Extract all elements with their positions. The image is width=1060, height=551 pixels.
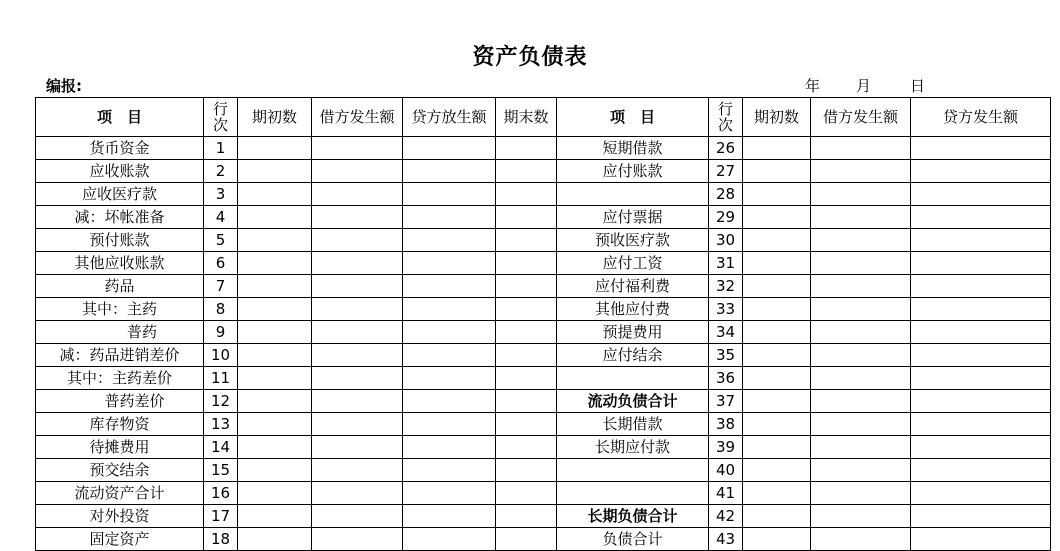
left-closing-cell[interactable] [496, 459, 557, 482]
right-line-no-cell: 32 [709, 275, 743, 298]
date-year-label: 年 [805, 77, 821, 95]
right-opening-cell[interactable] [743, 390, 811, 413]
right-debit-cell[interactable] [811, 505, 911, 528]
table-row [36, 321, 1051, 344]
right-credit-cell[interactable] [911, 390, 1051, 413]
left-closing-cell[interactable] [496, 436, 557, 459]
left-item-cell: 固定资产 [36, 528, 204, 551]
left-opening-cell[interactable] [238, 367, 312, 390]
table-row [36, 229, 1051, 252]
left-opening-cell[interactable] [238, 459, 312, 482]
right-line-no-cell: 41 [709, 482, 743, 505]
right-item-cell: 应付账款 [557, 160, 709, 183]
left-debit-cell[interactable] [312, 344, 403, 367]
right-opening-cell[interactable] [743, 413, 811, 436]
left-debit-cell[interactable] [312, 413, 403, 436]
left-line-no-cell: 6 [204, 252, 238, 275]
left-item-cell: 应收账款 [36, 160, 204, 183]
left-opening-cell[interactable] [238, 229, 312, 252]
right-debit-cell[interactable] [811, 344, 911, 367]
right-debit-cell[interactable] [811, 183, 911, 206]
header-opening-right: 期初数 [743, 98, 811, 137]
left-debit-cell[interactable] [312, 367, 403, 390]
left-line-no-cell: 7 [204, 275, 238, 298]
table-row [36, 390, 1051, 413]
right-debit-cell[interactable] [811, 252, 911, 275]
right-credit-cell[interactable] [911, 528, 1051, 551]
left-closing-cell[interactable] [496, 344, 557, 367]
left-line-no-cell: 15 [204, 459, 238, 482]
right-item-cell: 负债合计 [557, 528, 709, 551]
left-debit-cell[interactable] [312, 390, 403, 413]
left-credit-cell[interactable] [403, 298, 496, 321]
right-debit-cell[interactable] [811, 206, 911, 229]
left-line-no-cell: 14 [204, 436, 238, 459]
right-item-cell: 流动负债合计 [557, 390, 709, 413]
right-item-cell [557, 482, 709, 505]
header-line-bottom-right: 次 [717, 115, 733, 134]
right-opening-cell[interactable] [743, 137, 811, 160]
left-opening-cell[interactable] [238, 505, 312, 528]
right-credit-cell[interactable] [911, 229, 1051, 252]
left-closing-cell[interactable] [496, 321, 557, 344]
right-item-cell: 长期应付款 [557, 436, 709, 459]
table-row [36, 367, 1051, 390]
table-row [36, 344, 1051, 367]
left-closing-cell[interactable] [496, 275, 557, 298]
right-credit-cell[interactable] [911, 482, 1051, 505]
left-opening-cell[interactable] [238, 413, 312, 436]
right-line-no-cell: 39 [709, 436, 743, 459]
left-credit-cell[interactable] [403, 321, 496, 344]
right-line-no-cell: 26 [709, 137, 743, 160]
header-opening: 期初数 [238, 98, 312, 137]
right-credit-cell[interactable] [911, 275, 1051, 298]
right-item-cell [557, 459, 709, 482]
left-opening-cell[interactable] [238, 321, 312, 344]
right-debit-cell[interactable] [811, 275, 911, 298]
header-credit: 贷方放生额 [403, 98, 496, 137]
left-line-no-cell: 12 [204, 390, 238, 413]
right-credit-cell[interactable] [911, 252, 1051, 275]
left-line-no-cell: 9 [204, 321, 238, 344]
right-item-cell: 预收医疗款 [557, 229, 709, 252]
left-line-no-cell: 8 [204, 298, 238, 321]
right-credit-cell[interactable] [911, 459, 1051, 482]
right-debit-cell[interactable] [811, 390, 911, 413]
left-opening-cell[interactable] [238, 137, 312, 160]
right-credit-cell[interactable] [911, 344, 1051, 367]
left-credit-cell[interactable] [403, 505, 496, 528]
left-opening-cell[interactable] [238, 160, 312, 183]
right-credit-cell[interactable] [911, 367, 1051, 390]
left-item-cell: 其中：主药差价 [36, 367, 204, 390]
left-item-cell: 其中：主药 [36, 298, 204, 321]
left-debit-cell[interactable] [312, 183, 403, 206]
right-opening-cell[interactable] [743, 367, 811, 390]
left-credit-cell[interactable] [403, 482, 496, 505]
table-row [36, 528, 1051, 551]
left-closing-cell[interactable] [496, 298, 557, 321]
right-credit-cell[interactable] [911, 137, 1051, 160]
right-opening-cell[interactable] [743, 528, 811, 551]
right-line-no-cell: 34 [709, 321, 743, 344]
right-opening-cell[interactable] [743, 275, 811, 298]
left-line-no-cell: 1 [204, 137, 238, 160]
left-item-cell: 待摊费用 [36, 436, 204, 459]
left-item-cell: 对外投资 [36, 505, 204, 528]
left-line-no-cell: 18 [204, 528, 238, 551]
right-line-no-cell: 29 [709, 206, 743, 229]
table-row [36, 413, 1051, 436]
right-debit-cell[interactable] [811, 160, 911, 183]
right-item-cell: 应付福利费 [557, 275, 709, 298]
right-debit-cell[interactable] [811, 137, 911, 160]
right-item-cell: 预提费用 [557, 321, 709, 344]
left-closing-cell[interactable] [496, 252, 557, 275]
left-credit-cell[interactable] [403, 436, 496, 459]
header-line-no-right [709, 98, 743, 137]
left-opening-cell[interactable] [238, 275, 312, 298]
left-debit-cell[interactable] [312, 137, 403, 160]
header-line-no [204, 98, 238, 137]
right-debit-cell[interactable] [811, 528, 911, 551]
left-item-cell: 预付账款 [36, 229, 204, 252]
left-opening-cell[interactable] [238, 436, 312, 459]
right-line-no-cell: 37 [709, 390, 743, 413]
left-line-no-cell: 11 [204, 367, 238, 390]
header-line-top: 行 [212, 99, 228, 118]
left-debit-cell[interactable] [312, 459, 403, 482]
left-debit-cell[interactable] [312, 321, 403, 344]
left-closing-cell[interactable] [496, 505, 557, 528]
left-debit-cell[interactable] [312, 298, 403, 321]
right-line-no-cell: 40 [709, 459, 743, 482]
left-closing-cell[interactable] [496, 137, 557, 160]
left-closing-cell[interactable] [496, 229, 557, 252]
table-row [36, 459, 1051, 482]
left-line-no-cell: 3 [204, 183, 238, 206]
table-row [36, 137, 1051, 160]
right-opening-cell[interactable] [743, 459, 811, 482]
left-credit-cell[interactable] [403, 252, 496, 275]
right-opening-cell[interactable] [743, 298, 811, 321]
left-closing-cell[interactable] [496, 367, 557, 390]
right-opening-cell[interactable] [743, 505, 811, 528]
left-item-cell: 应收医疗款 [36, 183, 204, 206]
left-closing-cell[interactable] [496, 390, 557, 413]
left-item-cell: 普药差价 [36, 390, 204, 413]
left-credit-cell[interactable] [403, 229, 496, 252]
left-line-no-cell: 4 [204, 206, 238, 229]
right-credit-cell[interactable] [911, 183, 1051, 206]
right-credit-cell[interactable] [911, 298, 1051, 321]
left-credit-cell[interactable] [403, 413, 496, 436]
right-credit-cell[interactable] [911, 321, 1051, 344]
header-row [36, 98, 1051, 137]
left-opening-cell[interactable] [238, 528, 312, 551]
header-item-right: 项 目 [557, 98, 709, 137]
right-debit-cell[interactable] [811, 436, 911, 459]
table-row [36, 183, 1051, 206]
page-title: 资产负债表 [472, 44, 588, 70]
left-item-cell: 货币资金 [36, 137, 204, 160]
header-credit-right: 贷方发生额 [911, 98, 1051, 137]
left-debit-cell[interactable] [312, 229, 403, 252]
header-closing: 期末数 [496, 98, 557, 137]
right-item-cell: 长期借款 [557, 413, 709, 436]
left-opening-cell[interactable] [238, 482, 312, 505]
right-item-cell: 其他应付费 [557, 298, 709, 321]
right-item-cell [557, 183, 709, 206]
left-credit-cell[interactable] [403, 344, 496, 367]
header-line-bottom: 次 [212, 115, 228, 134]
left-item-cell: 库存物资 [36, 413, 204, 436]
header-debit: 借方发生额 [312, 98, 403, 137]
left-closing-cell[interactable] [496, 183, 557, 206]
right-line-no-cell: 30 [709, 229, 743, 252]
right-item-cell: 应付票据 [557, 206, 709, 229]
left-line-no-cell: 13 [204, 413, 238, 436]
left-closing-cell[interactable] [496, 206, 557, 229]
right-opening-cell[interactable] [743, 321, 811, 344]
right-credit-cell[interactable] [911, 206, 1051, 229]
right-opening-cell[interactable] [743, 482, 811, 505]
table-row [36, 160, 1051, 183]
right-debit-cell[interactable] [811, 459, 911, 482]
left-credit-cell[interactable] [403, 275, 496, 298]
left-closing-cell[interactable] [496, 482, 557, 505]
date-month-label: 月 [856, 77, 872, 95]
left-item-cell: 药品 [36, 275, 204, 298]
left-debit-cell[interactable] [312, 436, 403, 459]
left-opening-cell[interactable] [238, 183, 312, 206]
balance-sheet-table [35, 97, 1051, 551]
left-opening-cell[interactable] [238, 390, 312, 413]
right-line-no-cell: 38 [709, 413, 743, 436]
right-opening-cell[interactable] [743, 183, 811, 206]
left-credit-cell[interactable] [403, 367, 496, 390]
left-credit-cell[interactable] [403, 137, 496, 160]
table-row [36, 206, 1051, 229]
table-row [36, 482, 1051, 505]
right-opening-cell[interactable] [743, 344, 811, 367]
date-day-label: 日 [910, 77, 926, 95]
left-closing-cell[interactable] [496, 528, 557, 551]
right-opening-cell[interactable] [743, 252, 811, 275]
table-row [36, 298, 1051, 321]
left-item-cell: 减：坏帐准备 [36, 206, 204, 229]
left-opening-cell[interactable] [238, 206, 312, 229]
table-row [36, 275, 1051, 298]
right-line-no-cell: 43 [709, 528, 743, 551]
right-opening-cell[interactable] [743, 206, 811, 229]
right-item-cell: 短期借款 [557, 137, 709, 160]
right-item-cell: 应付结余 [557, 344, 709, 367]
right-debit-cell[interactable] [811, 413, 911, 436]
right-opening-cell[interactable] [743, 160, 811, 183]
left-debit-cell[interactable] [312, 252, 403, 275]
left-closing-cell[interactable] [496, 160, 557, 183]
right-debit-cell[interactable] [811, 482, 911, 505]
left-line-no-cell: 10 [204, 344, 238, 367]
right-line-no-cell: 42 [709, 505, 743, 528]
left-credit-cell[interactable] [403, 206, 496, 229]
editor-label: 编报: [46, 77, 82, 95]
right-item-cell: 长期负债合计 [557, 505, 709, 528]
left-item-cell: 普药 [36, 321, 204, 344]
left-debit-cell[interactable] [312, 528, 403, 551]
left-debit-cell[interactable] [312, 206, 403, 229]
left-line-no-cell: 17 [204, 505, 238, 528]
right-credit-cell[interactable] [911, 160, 1051, 183]
left-opening-cell[interactable] [238, 344, 312, 367]
left-debit-cell[interactable] [312, 160, 403, 183]
left-line-no-cell: 5 [204, 229, 238, 252]
left-debit-cell[interactable] [312, 482, 403, 505]
table-row [36, 436, 1051, 459]
header-line-top-right: 行 [717, 99, 733, 118]
left-item-cell: 流动资产合计 [36, 482, 204, 505]
left-opening-cell[interactable] [238, 298, 312, 321]
right-line-no-cell: 35 [709, 344, 743, 367]
right-credit-cell[interactable] [911, 505, 1051, 528]
right-debit-cell[interactable] [811, 321, 911, 344]
table-row [36, 505, 1051, 528]
left-item-cell: 预交结余 [36, 459, 204, 482]
left-credit-cell[interactable] [403, 160, 496, 183]
right-opening-cell[interactable] [743, 436, 811, 459]
right-line-no-cell: 36 [709, 367, 743, 390]
right-opening-cell[interactable] [743, 229, 811, 252]
right-debit-cell[interactable] [811, 367, 911, 390]
left-credit-cell[interactable] [403, 390, 496, 413]
right-item-cell: 应付工资 [557, 252, 709, 275]
left-credit-cell[interactable] [403, 459, 496, 482]
header-item: 项 目 [36, 98, 204, 137]
left-item-cell: 其他应收账款 [36, 252, 204, 275]
left-credit-cell[interactable] [403, 528, 496, 551]
left-item-cell: 减：药品进销差价 [36, 344, 204, 367]
right-line-no-cell: 27 [709, 160, 743, 183]
right-line-no-cell: 33 [709, 298, 743, 321]
left-line-no-cell: 16 [204, 482, 238, 505]
right-credit-cell[interactable] [911, 436, 1051, 459]
left-debit-cell[interactable] [312, 275, 403, 298]
right-item-cell [557, 367, 709, 390]
header-debit-right: 借方发生额 [811, 98, 911, 137]
right-debit-cell[interactable] [811, 229, 911, 252]
left-debit-cell[interactable] [312, 505, 403, 528]
table-row [36, 252, 1051, 275]
right-debit-cell[interactable] [811, 298, 911, 321]
left-credit-cell[interactable] [403, 183, 496, 206]
left-closing-cell[interactable] [496, 413, 557, 436]
right-credit-cell[interactable] [911, 413, 1051, 436]
right-line-no-cell: 28 [709, 183, 743, 206]
left-opening-cell[interactable] [238, 252, 312, 275]
right-line-no-cell: 31 [709, 252, 743, 275]
left-line-no-cell: 2 [204, 160, 238, 183]
